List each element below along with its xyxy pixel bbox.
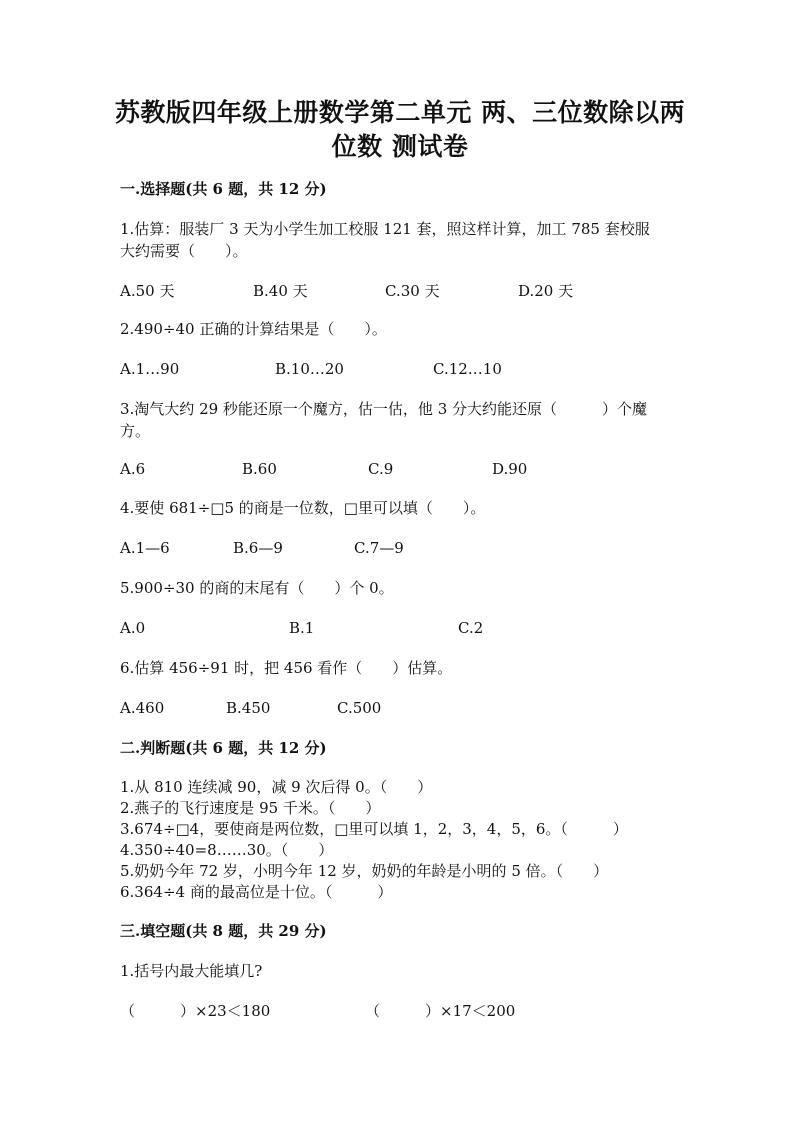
judgement-item-6: 6.364÷4 商的最高位是十位。（ ） bbox=[120, 883, 393, 901]
question-5 bbox=[120, 577, 680, 599]
option-b[interactable]: B.10…20 bbox=[275, 360, 344, 378]
question-text-line: 1.括号内最大能填几? bbox=[120, 962, 263, 980]
judgement-item-5: 5.奶奶今年 72 岁，小明今年 12 岁，奶奶的年龄是小明的 5 倍。（ ） bbox=[120, 862, 609, 880]
question-6 bbox=[120, 657, 680, 679]
title-line-2: 位数 测试卷 bbox=[331, 132, 469, 161]
page-title bbox=[110, 96, 690, 164]
option-c[interactable]: C.7—9 bbox=[354, 539, 404, 557]
option-a[interactable]: A.0 bbox=[120, 619, 146, 637]
option-c[interactable]: C.12…10 bbox=[433, 360, 502, 378]
question-4 bbox=[120, 497, 680, 519]
option-b[interactable]: B.40 天 bbox=[253, 282, 308, 300]
section-heading-judgement: 二.判断题(共 6 题，共 12 分) bbox=[120, 739, 327, 757]
option-b[interactable]: B.450 bbox=[226, 699, 271, 717]
option-a[interactable]: A.1…90 bbox=[120, 360, 180, 378]
judgement-item-1: 1.从 810 连续减 90，减 9 次后得 0。（ ） bbox=[120, 778, 433, 796]
question-1 bbox=[120, 218, 680, 262]
option-c[interactable]: C.500 bbox=[337, 699, 382, 717]
judgement-item-2: 2.燕子的飞行速度是 95 千米。（ ） bbox=[120, 799, 381, 817]
option-b[interactable]: B.1 bbox=[289, 619, 315, 637]
option-a[interactable]: A.50 天 bbox=[120, 282, 175, 300]
question-text-line: 3.淘气大约 29 秒能还原一个魔方，估一估，他 3 分大约能还原（ ）个魔 bbox=[120, 400, 648, 418]
question-3 bbox=[120, 398, 680, 442]
question-text-line: 大约需要（ ）。 bbox=[120, 242, 248, 260]
title-line-1: 苏教版四年级上册数学第二单元 两、三位数除以两 bbox=[114, 98, 686, 127]
option-c[interactable]: C.30 天 bbox=[385, 282, 440, 300]
option-c[interactable]: C.2 bbox=[458, 619, 484, 637]
question-text-line: 4.要使 681÷□5 的商是一位数，□里可以填（ ）。 bbox=[120, 499, 486, 517]
question-text-line: 5.900÷30 的商的末尾有（ ）个 0。 bbox=[120, 579, 394, 597]
question-text-line: 2.490÷40 正确的计算结果是（ ）。 bbox=[120, 320, 387, 338]
option-a[interactable]: A.1—6 bbox=[120, 539, 170, 557]
question-text-line: 方。 bbox=[120, 422, 151, 440]
fill-question-1 bbox=[120, 960, 680, 982]
judgement-item-4: 4.350÷40=8……30。（ ） bbox=[120, 841, 334, 859]
fill-blank-1[interactable]: （ ）×23＜180 bbox=[120, 1002, 271, 1020]
fill-blank-2[interactable]: （ ）×17＜200 bbox=[365, 1002, 516, 1020]
option-b[interactable]: B.6—9 bbox=[233, 539, 283, 557]
option-a[interactable]: A.460 bbox=[120, 699, 165, 717]
section-heading-fill-in: 三.填空题(共 8 题，共 29 分) bbox=[120, 922, 327, 940]
option-c[interactable]: C.9 bbox=[368, 460, 394, 478]
option-b[interactable]: B.60 bbox=[242, 460, 277, 478]
option-d[interactable]: D.90 bbox=[492, 460, 528, 478]
question-text-line: 6.估算 456÷91 时，把 456 看作（ ）估算。 bbox=[120, 659, 453, 677]
question-text-line: 1.估算：服装厂 3 天为小学生加工校服 121 套，照这样计算，加工 785 套校服 bbox=[120, 220, 650, 238]
question-2 bbox=[120, 318, 680, 340]
option-a[interactable]: A.6 bbox=[120, 460, 146, 478]
judgement-item-3: 3.674÷□4，要使商是两位数，□里可以填 1，2，3，4，5，6。（ ） bbox=[120, 820, 628, 838]
section-heading-choice: 一.选择题(共 6 题，共 12 分) bbox=[120, 180, 327, 198]
option-d[interactable]: D.20 天 bbox=[518, 282, 574, 300]
